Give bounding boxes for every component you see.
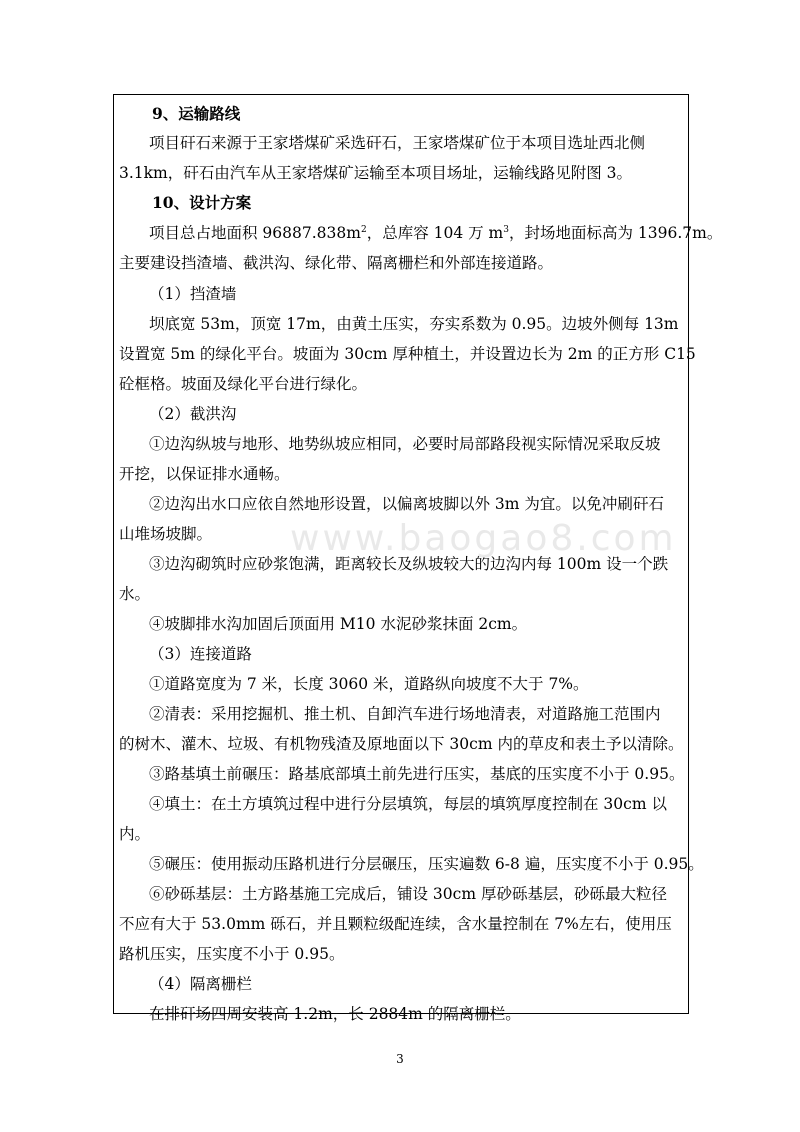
paragraph-line: 主要建设挡渣墙、截洪沟、绿化带、隔离栅栏和外部连接道路。 <box>119 254 554 272</box>
paragraph-line: ④坡脚排水沟加固后顶面用 M10 水泥砂浆抹面 2cm。 <box>149 615 528 633</box>
paragraph-line: ③边沟砌筑时应砂浆饱满，距离较长及纵坡较大的边沟内每 100m 设一个跌 <box>149 555 669 573</box>
subheading-road: （3）连接道路 <box>149 645 252 663</box>
watermark: www.baogao8.com <box>290 518 677 559</box>
paragraph-line: 砼框格。坡面及绿化平台进行绿化。 <box>119 375 368 393</box>
paragraph-line: 不应有大于 53.0mm 砾石，并且颗粒级配连续，含水量控制在 7%左右，使用压 <box>119 915 672 933</box>
paragraph-line: 开挖，以保证排水通畅。 <box>119 465 290 483</box>
paragraph-line: ③路基填土前碾压：路基底部填土前先进行压实，基底的压实度不小于 0.95。 <box>149 765 685 783</box>
subheading-wall: （1）挡渣墙 <box>149 285 237 303</box>
paragraph-line: 路机压实，压实度不小于 0.95。 <box>119 945 345 963</box>
paragraph-line: 坝底宽 53m，顶宽 17m，由黄土压实，夯实系数为 0.95。边坡外侧每 13m <box>149 315 679 333</box>
paragraph-line: 在排矸场四周安装高 1.2m，长 2884m 的隔离栅栏。 <box>149 1005 521 1023</box>
area-text: 项目总占地面积 96887.838m <box>149 224 361 242</box>
volume-text: ，总库容 104 万 m <box>366 224 504 242</box>
paragraph-line: 3.1km，矸石由汽车从王家塔煤矿运输至本项目场址，运输线路见附图 3。 <box>119 164 633 182</box>
paragraph-line: ①道路宽度为 7 米，长度 3060 米，道路纵向坡度不大于 7%。 <box>149 675 589 693</box>
paragraph-line: ②清表：采用挖掘机、推土机、自卸汽车进行场地清表，对道路施工范围内 <box>149 705 661 723</box>
volume-superscript: 3 <box>503 224 509 235</box>
paragraph-line: 水。 <box>119 585 151 603</box>
paragraph-line: ④填土：在土方填筑过程中进行分层填筑，每层的填筑厚度控制在 30cm 以 <box>149 795 667 813</box>
paragraph-line <box>149 223 722 243</box>
paragraph-line: ②边沟出水口应依自然地形设置，以偏离坡脚以外 3m 为宜。以免冲刷矸石 <box>149 495 664 513</box>
paragraph-line: 设置宽 5m 的绿化平台。坡面为 30cm 厚种植土，并设置边长为 2m 的正方形 C15 <box>119 345 696 363</box>
paragraph-line: 内。 <box>119 825 151 843</box>
paragraph-line: 的树木、灌木、垃圾、有机物残渣及原地面以下 30cm 内的草皮和表土予以清除。 <box>119 735 684 753</box>
section-heading-design: 10、设计方案 <box>152 193 252 212</box>
paragraph-line: 山堆场坡脚。 <box>119 525 213 543</box>
paragraph-line: ⑤碾压：使用振动压路机进行分层碾压，压实遍数 6-8 遍，压实度不小于 0.95。 <box>149 855 704 873</box>
section-heading-transport: 9、运输路线 <box>152 104 241 123</box>
subheading-fence: （4）隔离栅栏 <box>149 975 252 993</box>
page-number: 3 <box>396 1052 404 1066</box>
elevation-text: ，封场地面标高为 1396.7m。 <box>509 224 723 242</box>
paragraph-line: ①边沟纵坡与地形、地势纵坡应相同，必要时局部路段视实际情况采取反坡 <box>149 435 661 453</box>
paragraph-line: 项目矸石来源于王家塔煤矿采选矸石，王家塔煤矿位于本项目选址西北侧 <box>149 134 646 152</box>
paragraph-line: ⑥砂砾基层：土方路基施工完成后，铺设 30cm 厚砂砾基层，砂砾最大粒径 <box>149 885 667 903</box>
subheading-ditch: （2）截洪沟 <box>149 405 237 423</box>
area-superscript: 2 <box>360 224 367 235</box>
